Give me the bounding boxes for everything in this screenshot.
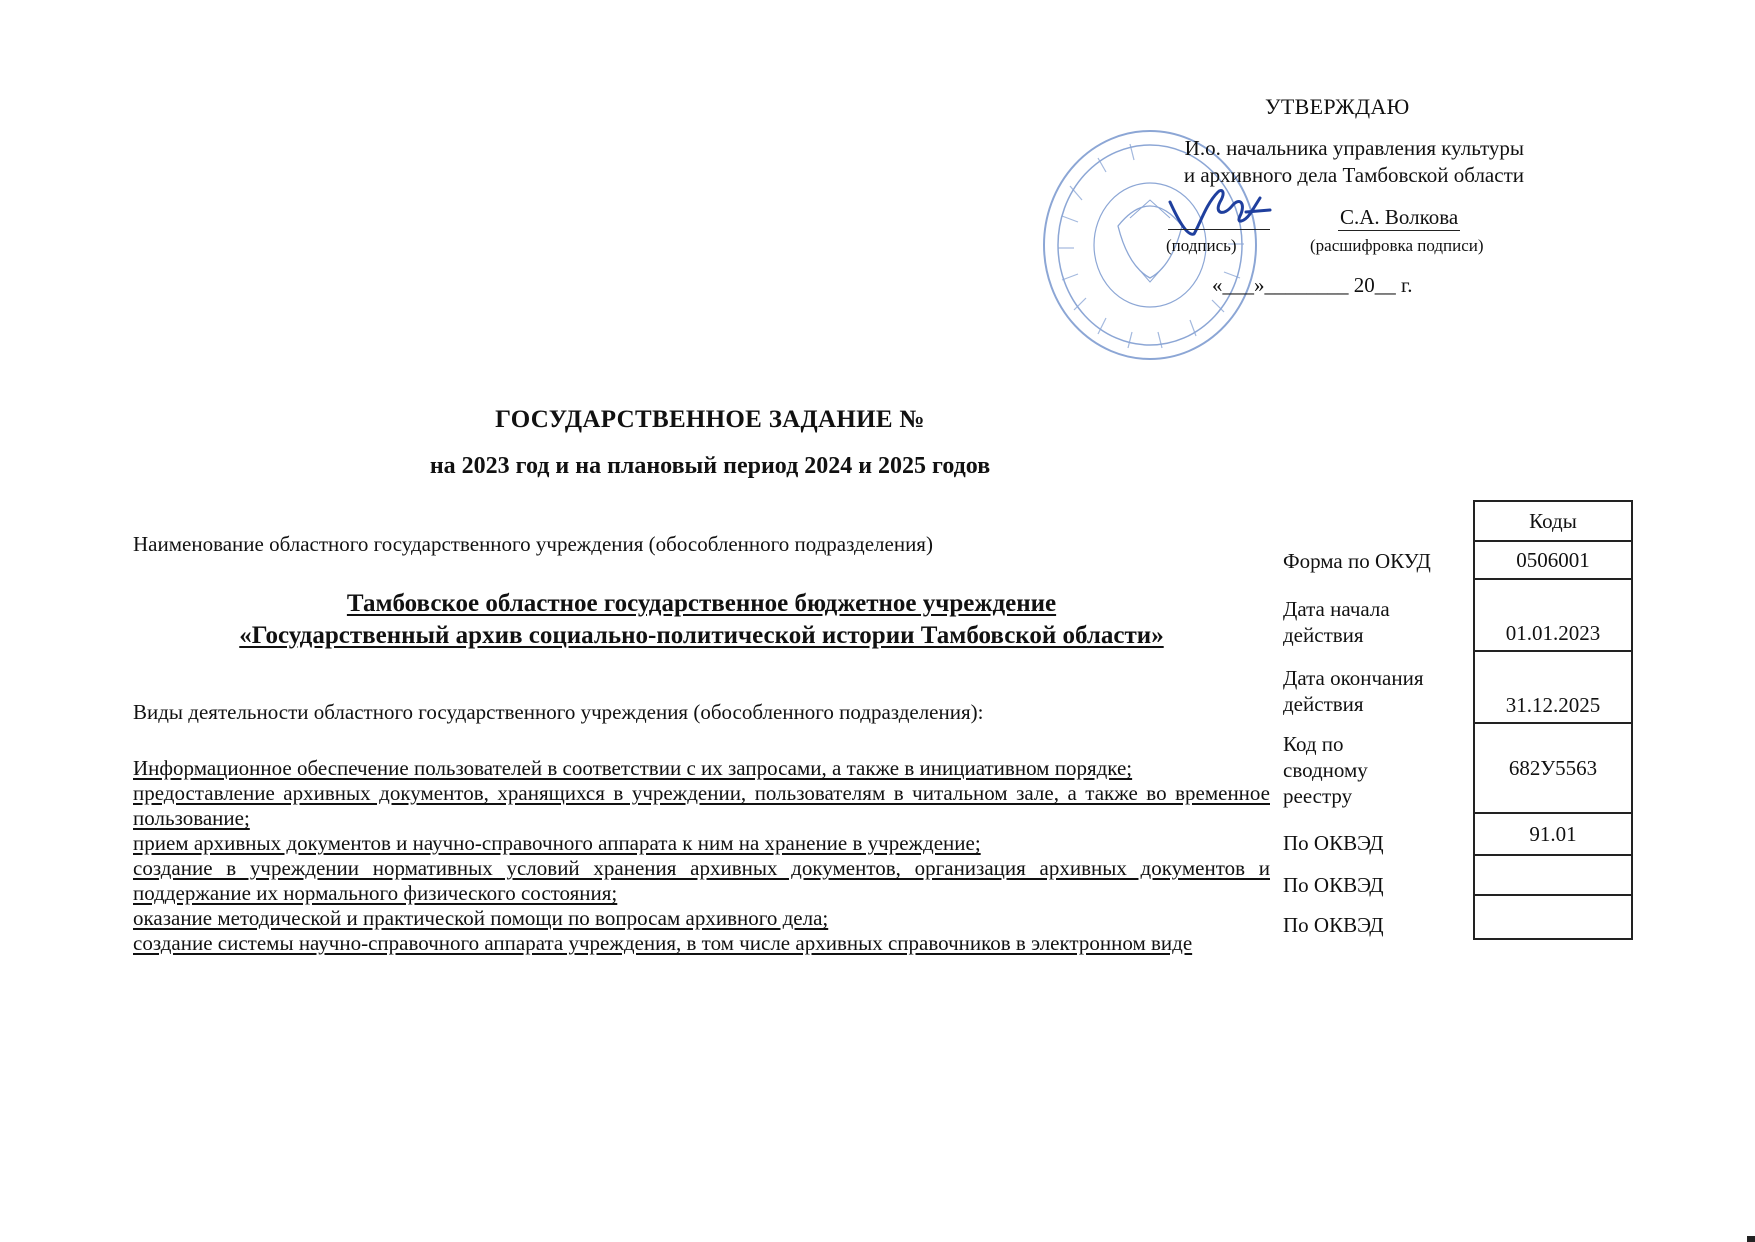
code-label-registry: Код по сводному реестру	[1283, 732, 1368, 808]
activities-list	[133, 756, 1270, 956]
document-title: ГОСУДАРСТВЕННОЕ ЗАДАНИЕ №	[495, 406, 925, 433]
code-value-okved-2	[1474, 855, 1632, 895]
scan-edge-mark	[1747, 1236, 1755, 1242]
activity-item: создание системы научно-справочного аппарата учреждения, в том числе архивных справочников в электронном виде	[133, 931, 1193, 955]
institution-label: Наименование областного государственного учреждения (обособленного подразделения)	[133, 532, 933, 556]
institution-name-line-1: Тамбовское областное государственное бюджетное учреждение	[346, 590, 1057, 617]
code-value-okved-3	[1474, 895, 1632, 939]
code-label-okved-3: По ОКВЭД	[1283, 913, 1384, 937]
signature-caption: (подпись)	[1166, 236, 1237, 255]
code-value-end-date: 31.12.2025	[1474, 651, 1632, 723]
code-value-okud: 0506001	[1474, 541, 1632, 579]
approver-name: С.А. Волкова	[1340, 205, 1459, 229]
code-label-okved-2: По ОКВЭД	[1283, 873, 1384, 897]
code-label-end-date: Дата окончания действия	[1283, 666, 1424, 716]
document-subtitle: на 2023 год и на плановый период 2024 и 2025 годов	[429, 453, 991, 479]
activity-item: предоставление архивных документов, хранящихся в учреждении, пользователям в читальном зале, а также во временное пользование;	[133, 781, 1270, 830]
activity-item: оказание методической и практической помощи по вопросам архивного дела;	[133, 906, 829, 930]
handwritten-signature-icon	[1160, 184, 1280, 244]
code-value-okved-1: 91.01	[1474, 813, 1632, 855]
activity-item: создание в учреждении нормативных условий хранения архивных документов, организация архивных документов и поддержание их нормального физического состояния;	[133, 856, 1270, 905]
institution-name	[133, 588, 1270, 652]
code-value-start-date: 01.01.2023	[1474, 579, 1632, 651]
approval-date-line: «___»________ 20__ г.	[1212, 273, 1413, 297]
approver-position-line-2: и архивного дела Тамбовской области	[1183, 163, 1524, 187]
codes-header: Коды	[1474, 501, 1632, 541]
approval-title: УТВЕРЖДАЮ	[1265, 94, 1410, 119]
activity-item: Информационное обеспечение пользователей в соответствии с их запросами, а также в инициативном порядке;	[133, 756, 1133, 780]
code-label-okved-1: По ОКВЭД	[1283, 831, 1384, 855]
codes-table	[1473, 500, 1633, 940]
code-label-start-date: Дата начала действия	[1283, 597, 1390, 647]
code-value-registry: 682У5563	[1474, 723, 1632, 813]
activities-label: Виды деятельности областного государственного учреждения (обособленного подразделения):	[133, 700, 984, 724]
code-label-okud: Форма по ОКУД	[1283, 549, 1431, 573]
activity-item: прием архивных документов и научно-справочного аппарата к ним на хранение в учреждение;	[133, 831, 981, 855]
approver-position-line-1: И.о. начальника управления культуры	[1184, 136, 1524, 160]
signature-line	[1168, 228, 1270, 230]
signature-decode-caption: (расшифровка подписи)	[1310, 236, 1484, 255]
institution-name-line-2: «Государственный архив социально-политической истории Тамбовской области»	[239, 622, 1164, 649]
